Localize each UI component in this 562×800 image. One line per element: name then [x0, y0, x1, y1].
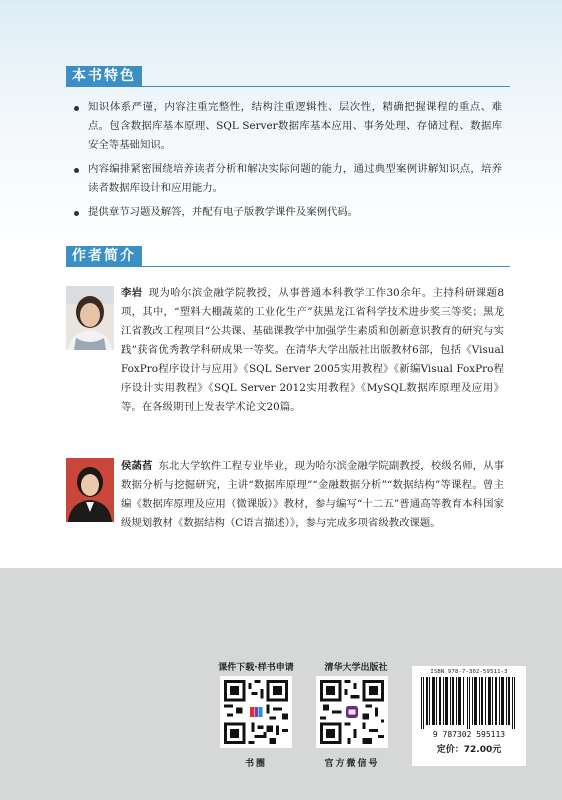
price-label: 定价：72.00元 [436, 745, 502, 755]
qr-caption-bottom: 官方微信号 [324, 759, 380, 769]
feature-list [72, 98, 502, 227]
qr-pattern [224, 680, 288, 744]
feature-text: 知识体系严谨，内容注重完整性，结构注重逻辑性、层次性，精确把握课程的重点、难点。包含数据库基本原理、SQL Server数据库基本应用、事务处理、存储过程、数据库安全等基础知识。 [88, 101, 502, 151]
qr-pattern [320, 680, 384, 744]
feature-item [72, 160, 502, 198]
author-heading: 作者简介 [66, 246, 142, 266]
qr-caption-top: 课件下载·样书申请 [218, 663, 294, 673]
feature-text: 提供章节习题及解答，并配有电子版教学课件及案例代码。 [88, 206, 359, 218]
author-rule [66, 266, 510, 267]
author-bio-text: 东北大学软件工程专业毕业，现为哈尔滨金融学院副教授，校级名师，从事数据分析与挖掘研究，主讲“数据库原理”“金融数据分析”“数据结构”等课程。曾主编《数据库原理及应用（微课版）》教材，参与编写“十二五”普通高等教育本科国家级规划教材《数据结构（C语言描述）》，参与完成多项省级教改课题。 [121, 460, 505, 529]
feature-item [72, 203, 502, 222]
barcode-number: 9 787302 595113 [432, 730, 506, 739]
author-bio [121, 457, 504, 533]
qr-code-icon [220, 676, 292, 748]
bullet-icon [74, 211, 79, 216]
author-name: 侯菡萏 [121, 460, 153, 472]
author-photo [66, 286, 114, 350]
qr-caption-bottom: 书圈 [244, 759, 267, 769]
barcode-icon [417, 677, 521, 729]
isbn-text: ISBN 978-7-302-59511-3 [430, 669, 508, 675]
features-rule [66, 86, 510, 87]
qr-caption-top: 清华大学出版社 [324, 663, 388, 673]
author-bio [121, 284, 504, 417]
isbn-barcode [412, 666, 526, 766]
author-name: 李岩 [121, 287, 143, 299]
author-bio-text: 现为哈尔滨金融学院教授，从事普通本科教学工作30余年。主持科研课题8项，其中，“塑料大棚蔬菜的工业化生产”获黑龙江省科学技术进步奖三等奖；黑龙江省教改工程项目“公共课、基础课教学中加强学生素质和创新意识教育的研究与实践”获省优秀教学科研成果一等奖。在清华大学出版社出版教材6部，包括《Visual FoxPro程序设计与应用》《SQL Server 2005实用教程》《新编Visual FoxPro程序设计实用教程》《SQL Server 2012实用教程》《MySQL数据库原理及应用》等。在各级期刊上发表学术论文20篇。 [121, 287, 504, 413]
bullet-icon [74, 106, 79, 111]
qr-code-icon [316, 676, 388, 748]
bullet-icon [74, 168, 79, 173]
feature-text: 内容编排紧密围绕培养读者分析和解决实际问题的能力，通过典型案例讲解知识点，培养读者数据库设计和应用能力。 [88, 163, 502, 194]
author-photo [66, 458, 114, 522]
features-heading: 本书特色 [66, 66, 142, 86]
feature-item [72, 98, 502, 155]
